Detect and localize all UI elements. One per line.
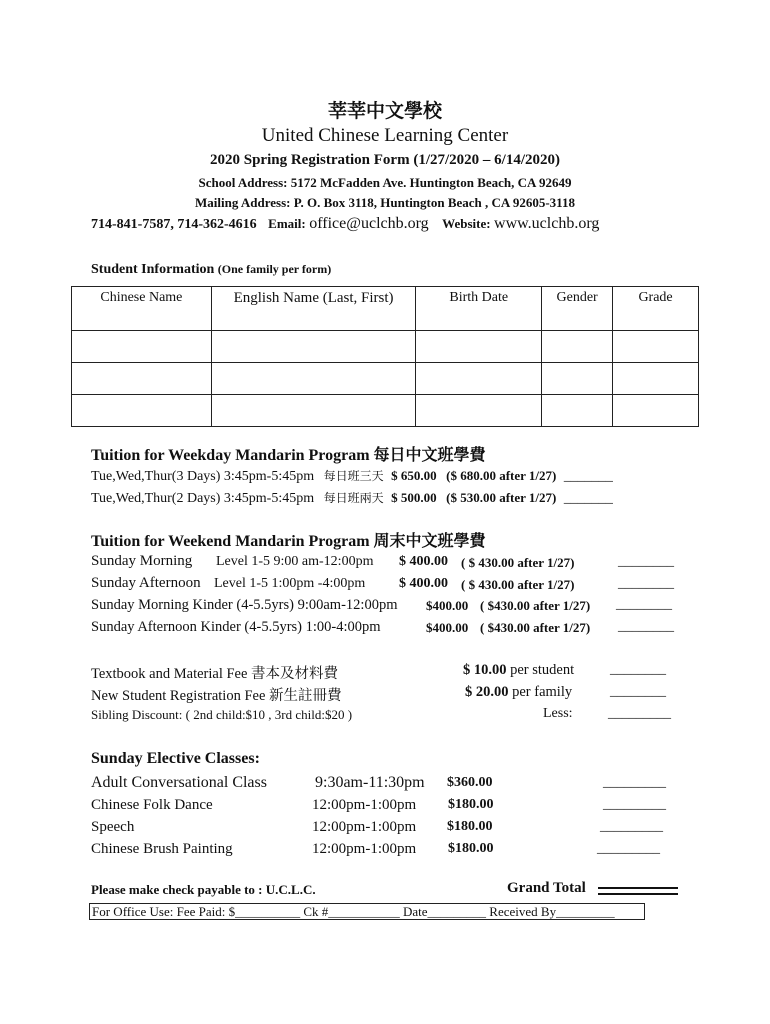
grand-total-field[interactable] (598, 887, 678, 895)
fee-amount-line (465, 684, 572, 701)
col-birth-date: Birth Date (416, 287, 542, 331)
cell-english-name[interactable] (211, 331, 416, 363)
cell-gender[interactable] (542, 331, 613, 363)
cell-chinese-name[interactable] (72, 363, 212, 395)
weekend-item-label: Sunday Morning Kinder (4-5.5yrs) 9:00am-12:00pm (91, 597, 398, 613)
website-label: Website: (442, 216, 491, 231)
cell-gender[interactable] (542, 363, 613, 395)
phone-numbers: 714-841-7587, 714-362-4616 (91, 217, 257, 232)
student-info-heading (91, 262, 331, 278)
elective-price: $180.00 (448, 841, 494, 856)
weekend-item-late-price: ( $430.00 after 1/27) (480, 598, 591, 613)
cell-gender[interactable] (542, 395, 613, 427)
cell-grade[interactable] (613, 363, 699, 395)
elective-time: 12:00pm-1:00pm (312, 819, 417, 835)
item-late-price: ($ 530.00 after 1/27) (446, 490, 557, 505)
email-label: Email: (268, 216, 306, 231)
item-amount-blank[interactable]: _______ (563, 469, 613, 484)
fee-unit: per family (512, 684, 573, 700)
sibling-discount-less: Less: (543, 706, 573, 721)
fee-amount: $ 10.00 (463, 662, 507, 678)
weekday-item-2days (91, 489, 613, 507)
school-english-name: United Chinese Learning Center (261, 125, 509, 146)
weekend-item-late-price: ( $ 430.00 after 1/27) (461, 555, 575, 570)
elective-amount-blank[interactable]: _________ (603, 775, 666, 790)
elective-price: $180.00 (448, 797, 494, 812)
elective-amount-blank[interactable]: _________ (600, 819, 663, 834)
fee-amount-line (463, 662, 574, 679)
elective-price: $360.00 (447, 775, 493, 790)
table-row (72, 395, 699, 427)
weekend-item-price: $ 400.00 (399, 554, 448, 569)
weekday-item-3days (91, 467, 613, 485)
sibling-discount-blank[interactable]: _________ (608, 706, 671, 721)
item-amount-blank[interactable]: _______ (563, 491, 613, 506)
elective-time: 12:00pm-1:00pm (312, 797, 417, 813)
weekend-item-label: Sunday Morning (91, 553, 193, 569)
student-info-table (71, 286, 699, 427)
grand-total-label: Grand Total (507, 880, 586, 896)
sibling-discount-label: Sibling Discount: ( 2nd child:$10 , 3rd child:$20 ) (91, 707, 353, 722)
elective-name: Chinese Brush Painting (91, 841, 233, 857)
cell-english-name[interactable] (211, 395, 416, 427)
cell-english-name[interactable] (211, 363, 416, 395)
col-gender: Gender (542, 287, 613, 331)
check-payable-note: Please make check payable to : U.C.L.C. (91, 882, 316, 897)
item-chinese: 每日班兩天 (323, 491, 384, 505)
weekend-item-label: Sunday Afternoon (91, 575, 201, 591)
school-address: School Address: 5172 McFadden Ave. Huntington Beach, CA 92649 (198, 175, 572, 190)
table-row (72, 331, 699, 363)
weekend-item-late-price: ( $430.00 after 1/27) (480, 620, 591, 635)
elective-name: Chinese Folk Dance (91, 797, 213, 813)
fee-label: Textbook and Material Fee 書本及材料費 (91, 666, 339, 682)
cell-grade[interactable] (613, 331, 699, 363)
weekend-item-late-price: ( $ 430.00 after 1/27) (461, 577, 575, 592)
mailing-address: Mailing Address: P. O. Box 3118, Huntington Beach , CA 92605-3118 (195, 195, 575, 210)
office-use-box: For Office Use: Fee Paid: $__________ Ck #___________ Date_________ Received By_________ (89, 903, 645, 920)
cell-chinese-name[interactable] (72, 331, 212, 363)
cell-grade[interactable] (613, 395, 699, 427)
weekend-item-price: $ 400.00 (399, 576, 448, 591)
fee-amount-blank[interactable]: ________ (610, 662, 666, 677)
weekend-item-detail: Level 1-5 1:00pm -4:00pm (214, 576, 366, 591)
col-chinese-name: Chinese Name (72, 287, 212, 331)
item-late-price: ($ 680.00 after 1/27) (446, 468, 557, 483)
cell-birth-date[interactable] (416, 395, 542, 427)
student-info-note: (One family per form) (217, 262, 332, 276)
elective-time: 9:30am-11:30pm (315, 774, 425, 791)
fee-amount-blank[interactable]: ________ (610, 684, 666, 699)
weekend-item-amount-blank[interactable]: ________ (618, 554, 674, 569)
weekend-heading: Tuition for Weekend Mandarin Program 周末中文班學費 (91, 533, 486, 550)
col-english-name: English Name (Last, First) (211, 287, 416, 331)
fee-label: New Student Registration Fee 新生註冊費 (91, 688, 342, 704)
cell-chinese-name[interactable] (72, 395, 212, 427)
cell-birth-date[interactable] (416, 363, 542, 395)
email-link[interactable]: office@uclchb.org (309, 215, 429, 232)
electives-heading: Sunday Elective Classes: (91, 750, 260, 767)
item-chinese: 每日班三天 (323, 469, 384, 483)
student-info-title: Student Information (91, 262, 215, 277)
weekend-item-amount-blank[interactable]: ________ (618, 576, 674, 591)
weekday-heading: Tuition for Weekday Mandarin Program 每日中文班學費 (91, 447, 486, 464)
elective-name: Adult Conversational Class (91, 774, 267, 791)
elective-name: Speech (91, 819, 135, 835)
table-header-row (72, 287, 699, 331)
form-title: 2020 Spring Registration Form (1/27/2020 – 6/14/2020) (210, 152, 560, 168)
weekend-item-label: Sunday Afternoon Kinder (4-5.5yrs) 1:00-4:00pm (91, 619, 381, 635)
weekend-item-price: $400.00 (426, 620, 469, 635)
table-row (72, 363, 699, 395)
weekend-item-amount-blank[interactable]: ________ (618, 619, 674, 634)
elective-amount-blank[interactable]: _________ (597, 841, 660, 856)
website-link[interactable]: www.uclchb.org (494, 215, 600, 232)
item-desc: Tue,Wed,Thur(2 Days) 3:45pm-5:45pm (91, 491, 315, 506)
contact-line (91, 215, 599, 233)
weekend-item-price: $400.00 (426, 598, 469, 613)
weekend-item-amount-blank[interactable]: ________ (616, 597, 672, 612)
item-desc: Tue,Wed,Thur(3 Days) 3:45pm-5:45pm (91, 469, 315, 484)
school-chinese-name: 莘莘中文學校 (327, 101, 442, 122)
weekend-item-detail: Level 1-5 9:00 am-12:00pm (216, 554, 374, 569)
item-price: $ 650.00 (391, 468, 437, 483)
col-grade: Grade (613, 287, 699, 331)
elective-amount-blank[interactable]: _________ (603, 797, 666, 812)
fee-amount: $ 20.00 (465, 684, 509, 700)
cell-birth-date[interactable] (416, 331, 542, 363)
fee-unit: per student (510, 662, 575, 678)
elective-price: $180.00 (447, 819, 493, 834)
elective-time: 12:00pm-1:00pm (312, 841, 417, 857)
item-price: $ 500.00 (391, 490, 437, 505)
